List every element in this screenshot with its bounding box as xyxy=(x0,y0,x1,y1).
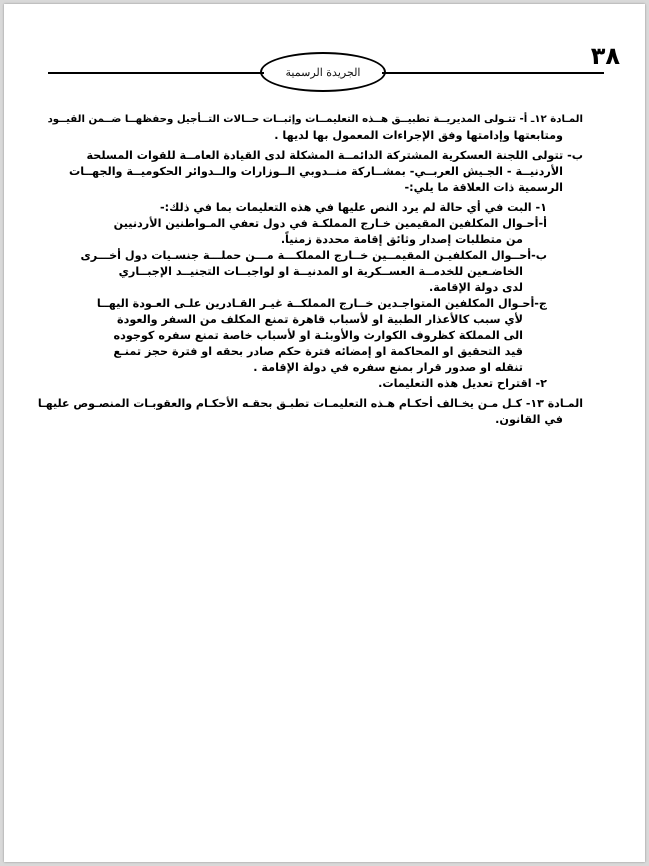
clause-b-line-3: الرسمية ذات العلاقة ما يلي:- xyxy=(404,181,563,194)
article-12-b xyxy=(38,148,583,196)
clause-b-line-2: الأردنيــة - الجـيش العربــي- بمشــاركة منــدوبي الــوزارات والــدوائر الحكوميــة والجهــات xyxy=(68,165,563,178)
article-13-line-1: المـادة ١٣- كـل مـن يخـالف أحكـام هـذه التعليمـات تطبـق بحقـه الأحكـام والعقوبـات المنصـوص عليهـا xyxy=(37,397,583,410)
item-1-b-line-2: الخاضـعين للخدمــة العســكرية او المدنيــة او لواجبــات التجنيــد الإجبــاري xyxy=(118,265,523,278)
article-12-line-2: ومتابعتها وإدامتها وفق الإجراءات المعمول بها لديها . xyxy=(274,129,563,142)
header-rule-right xyxy=(382,72,604,74)
document-page xyxy=(4,4,645,862)
page-header xyxy=(4,4,645,104)
clause-b-line-1: ب- تتولى اللجنة العسكرية المشتركة الدائمــة المشكلة لدى القيادة العامــة للقوات المسلحة xyxy=(86,149,583,162)
article-13 xyxy=(38,396,583,428)
item-1-c-line-1: ج-أحـوال المكلفين المتواجـدين خــارج المملكــة غيـر القـادرين علـى العـودة اليهــا xyxy=(96,297,547,310)
item-1-line: ١- البت في أي حالة لم يرد النص عليها في هذه التعليمات بما في ذلك:- xyxy=(159,201,547,214)
item-1-a-line-1: أ-أحـوال المكلفين المقيمين خـارج المملكـة في دول تعفي المـواطنين الأردنيين xyxy=(113,217,547,230)
item-2 xyxy=(38,376,583,392)
article-13-line-2: في القانون. xyxy=(495,413,563,426)
document-body xyxy=(38,112,583,432)
item-1-c-line-3: الى المملكة كظروف الكوارث والأوبئـة او لأسباب خاصة تمنع سفره كوجوده xyxy=(113,329,523,342)
item-1-c-line-4: قيد التحقيق او المحاكمة او إمضائه فترة حكم صادر بحقه او فترة حجز تمنـع xyxy=(113,345,523,358)
item-1-b-line-3: لدى دولة الإقامة. xyxy=(428,281,523,294)
item-2-line: ٢- اقتراح تعديل هذه التعليمات. xyxy=(378,377,547,390)
item-1-b-line-1: ب-أحــوال المكلفيـن المقيمــين خــارج المملكـــة مـــن حملـــة جنسـيات دول أخـــرى xyxy=(80,249,547,262)
item-1-c-line-5: تنقله او صدور قرار بمنع سفره في دولة الإقامة . xyxy=(253,361,523,374)
article-12-line-1: المـادة ١٢ـ أ- تتـولى المديريــة تطبيــق هــذه التعليمــات وإثبــات حــالات التــأجيل وحفظهــا ضــمن القيــود xyxy=(47,114,583,125)
journal-title-oval xyxy=(260,52,386,92)
item-1 xyxy=(38,200,583,376)
item-1-a-line-2: من متطلبات إصدار وثائق إقامة محددة زمنياً. xyxy=(280,233,523,246)
page-number: ٣٨ xyxy=(590,42,620,70)
header-rule-left xyxy=(48,72,264,74)
journal-title: الجريدة الرسمية xyxy=(285,65,361,79)
article-12 xyxy=(38,112,583,144)
item-1-c-line-2: لأي سبب كالأعذار الطبية او لأسباب قاهرة تمنع المكلف من السفر والعودة xyxy=(116,313,523,326)
